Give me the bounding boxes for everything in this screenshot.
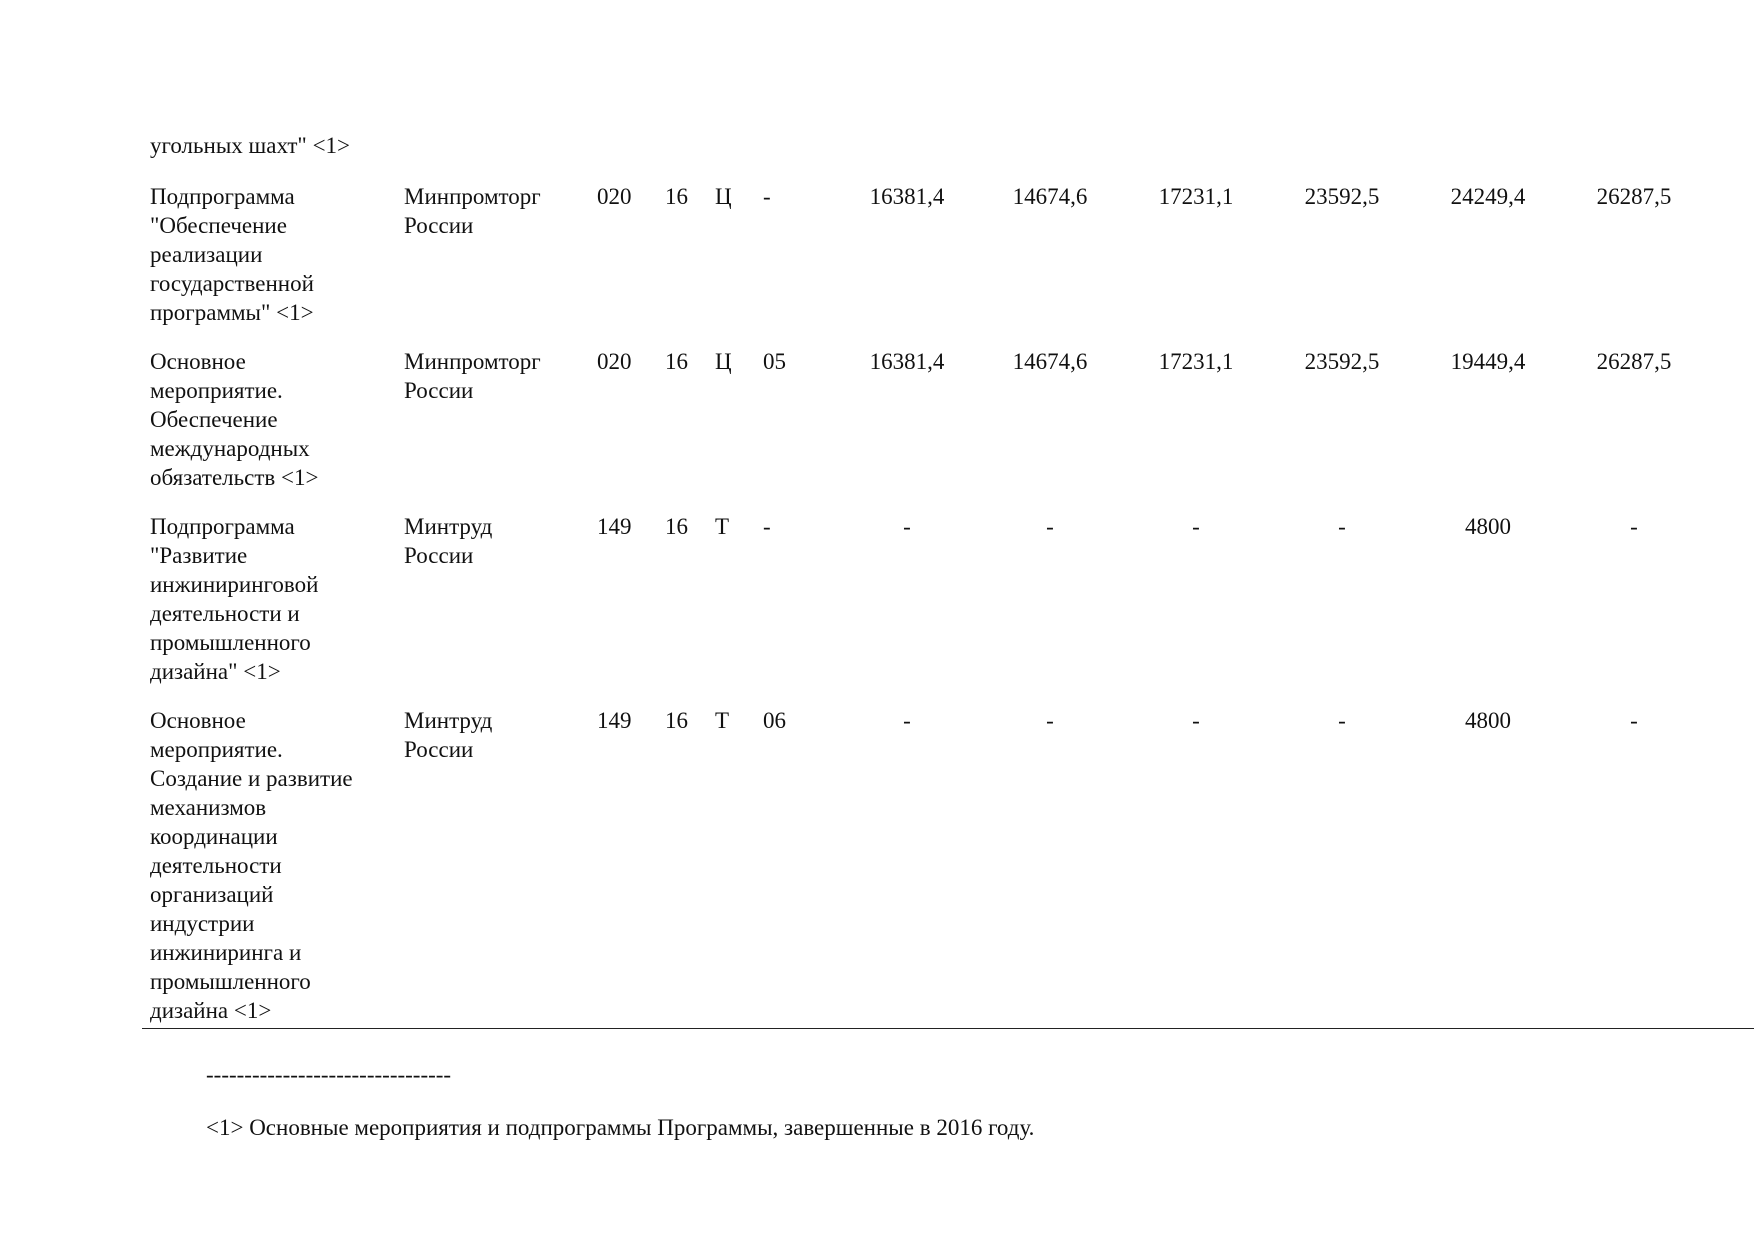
value-cell-4: -: [1338, 514, 1346, 539]
table-row: [142, 178, 1754, 343]
row-name-line: организаций: [150, 882, 274, 907]
row-name-line: промышленного: [150, 630, 311, 655]
pgp-code-cell: Ц: [715, 184, 732, 209]
executor-line: России: [404, 378, 474, 403]
value-cell-1: 16381,4: [869, 184, 945, 209]
value-cell-2: 14674,6: [1012, 184, 1088, 209]
row-name-line: Подпрограмма: [150, 184, 295, 209]
value-cell-5: 24249,4: [1450, 184, 1526, 209]
row-name-line: мероприятие.: [150, 378, 283, 403]
row-name-cell: [142, 702, 402, 1031]
grbs-code-cell: 149: [597, 708, 632, 733]
executor-line: Минпромторг: [404, 349, 541, 374]
om-code-cell: -: [763, 184, 771, 209]
row-spacer: [1707, 178, 1754, 343]
row-name-line: Основное: [150, 349, 246, 374]
gp-code-cell: 16: [665, 514, 688, 539]
row-name-line: мероприятие.: [150, 737, 283, 762]
row-name-line: дизайна" <1>: [150, 659, 281, 684]
executor-line: России: [404, 213, 474, 238]
grbs-code-cell: 020: [597, 184, 632, 209]
executor-cell: [402, 702, 597, 1031]
value-cell-6: 26287,5: [1596, 184, 1672, 209]
gp-code-cell: 16: [665, 708, 688, 733]
row-name-line: Обеспечение: [150, 407, 278, 432]
continuation-text: угольных шахт" <1>: [150, 133, 351, 158]
row-spacer: [1707, 343, 1754, 508]
row-name-line: инжиниринга и: [150, 940, 302, 965]
om-code-cell: -: [763, 514, 771, 539]
row-name-line: индустрии: [150, 911, 255, 936]
value-cell-3: -: [1192, 708, 1200, 733]
executor-cell: [402, 178, 597, 343]
row-name-line: механизмов: [150, 795, 267, 820]
row-name-line: Создание и развитие: [150, 766, 353, 791]
value-cell-3: 17231,1: [1158, 349, 1234, 374]
value-cell-2: -: [1046, 708, 1054, 733]
om-code-cell: 05: [763, 349, 786, 374]
row-spacer: [1707, 702, 1754, 1031]
executor-cell: [402, 508, 597, 702]
value-cell-6: 26287,5: [1596, 349, 1672, 374]
row-name-line: деятельности: [150, 853, 282, 878]
row-name-line: "Развитие: [150, 543, 248, 568]
gp-code-cell: 16: [665, 184, 688, 209]
row-name-line: международных: [150, 436, 310, 461]
executor-line: Минтруд: [404, 514, 493, 539]
pgp-code-cell: Т: [715, 514, 730, 539]
row-name-line: государственной: [150, 271, 314, 296]
value-cell-3: 17231,1: [1158, 184, 1234, 209]
budget-table: [142, 178, 1754, 1031]
row-name-cell: [142, 508, 402, 702]
row-name-line: инжиниринговой: [150, 572, 319, 597]
value-cell-4: 23592,5: [1304, 184, 1380, 209]
value-cell-4: -: [1338, 708, 1346, 733]
row-name-line: Основное: [150, 708, 246, 733]
value-cell-4: 23592,5: [1304, 349, 1380, 374]
value-cell-1: -: [903, 708, 911, 733]
executor-line: России: [404, 737, 474, 762]
executor-line: Минпромторг: [404, 184, 541, 209]
footnote-text: <1> Основные мероприятия и подпрограммы Программы, завершенные в 2016 году.: [206, 1115, 1035, 1140]
pgp-code-cell: Ц: [715, 349, 732, 374]
pgp-code-cell: Т: [715, 708, 730, 733]
table-row: [142, 508, 1754, 702]
grbs-code-cell: 020: [597, 349, 632, 374]
value-cell-2: 14674,6: [1012, 349, 1088, 374]
value-cell-6: -: [1630, 514, 1638, 539]
value-cell-5: 4800: [1465, 514, 1511, 539]
row-name-line: обязательств <1>: [150, 465, 319, 490]
grbs-code-cell: 149: [597, 514, 632, 539]
value-cell-2: -: [1046, 514, 1054, 539]
value-cell-5: 4800: [1465, 708, 1511, 733]
executor-line: Минтруд: [404, 708, 493, 733]
gp-code-cell: 16: [665, 349, 688, 374]
table-row: [142, 702, 1754, 1031]
om-code-cell: 06: [763, 708, 786, 733]
row-name-cell: [142, 178, 402, 343]
executor-cell: [402, 343, 597, 508]
table-row: [142, 343, 1754, 508]
row-name-line: координации: [150, 824, 278, 849]
row-name-line: Подпрограмма: [150, 514, 295, 539]
value-cell-1: 16381,4: [869, 349, 945, 374]
value-cell-3: -: [1192, 514, 1200, 539]
row-name-line: "Обеспечение: [150, 213, 287, 238]
row-name-cell: [142, 343, 402, 508]
row-name-line: дизайна <1>: [150, 998, 272, 1023]
row-name-line: деятельности и: [150, 601, 300, 626]
row-name-line: промышленного: [150, 969, 311, 994]
footnote-separator: --------------------------------: [206, 1062, 452, 1087]
value-cell-6: -: [1630, 708, 1638, 733]
row-name-line: реализации: [150, 242, 263, 267]
table-bottom-rule: [142, 1028, 1754, 1029]
row-spacer: [1707, 508, 1754, 702]
executor-line: России: [404, 543, 474, 568]
value-cell-1: -: [903, 514, 911, 539]
value-cell-5: 19449,4: [1450, 349, 1526, 374]
row-name-line: программы" <1>: [150, 300, 314, 325]
